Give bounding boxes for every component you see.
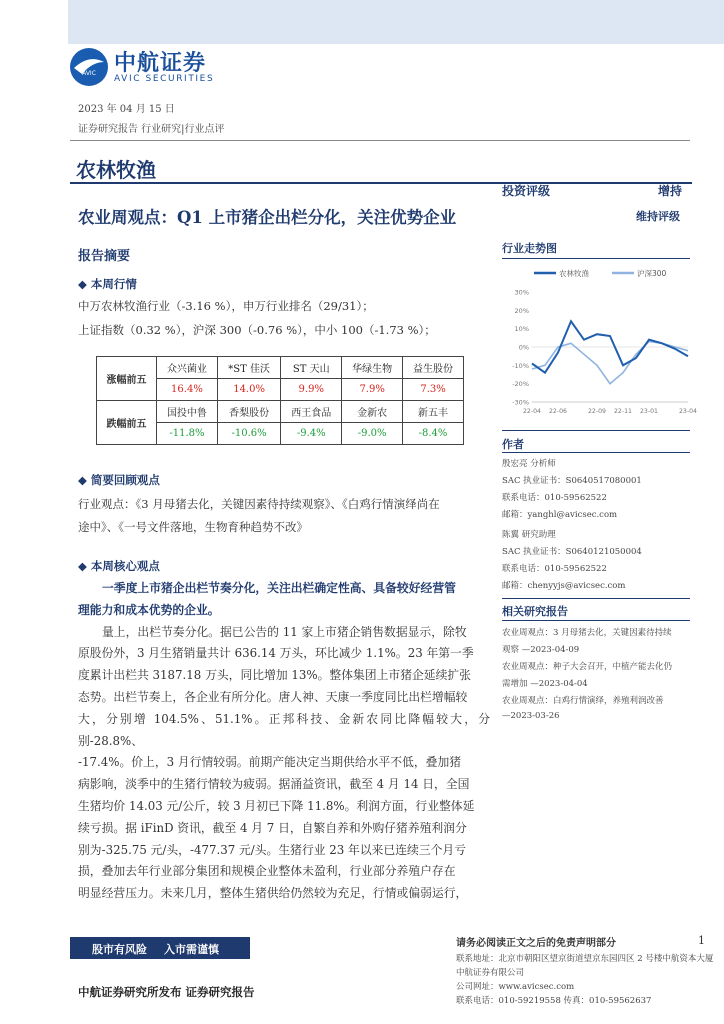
related-report-date: 观察 —2023-04-09: [502, 645, 580, 655]
core-view-line: 大，分别增 104.5%、51.1%。正邦科技、金新农同比降幅较大，分别-28.8%、: [78, 711, 490, 748]
company-logo: [66, 46, 246, 92]
stock-name: ST 天山: [281, 357, 342, 379]
stock-change: -9.4%: [281, 423, 342, 445]
row-label-losers: 跌幅前五: [97, 401, 157, 445]
header-stripe: [68, 0, 724, 44]
x-tick-label: 23-04: [679, 408, 697, 415]
divider: [502, 452, 690, 453]
sector-title: 农林牧渔: [76, 158, 156, 182]
author-line[interactable]: 邮箱：chenyyjs@avicsec.com: [502, 581, 626, 591]
stock-change: -10.6%: [217, 423, 280, 445]
core-view-line: 别为-325.75 元/头，-477.37 元/头。生猪行业 23 年以来已连续三个月亏: [78, 842, 467, 857]
author-line: 联系电话：010-59562522: [502, 564, 607, 574]
section-heading-core-views: ◆ 本周核心观点: [78, 559, 160, 573]
rating-sub: 维持评级: [636, 210, 680, 223]
row-label-gainers: 涨幅前五: [97, 357, 157, 401]
author-line: SAC 执业证书：S0640517080001: [502, 476, 642, 486]
market-line: 中万农林牧渔行业（-3.16 %），申万行业排名（29/31）；: [78, 299, 374, 313]
stock-change: -9.0%: [342, 423, 403, 445]
stock-change: 9.9%: [281, 379, 342, 401]
author-line: 联系电话：010-59562522: [502, 493, 607, 503]
summary-heading: 报告摘要: [78, 249, 131, 264]
table-row: [97, 357, 464, 379]
report-type: 证券研究报告 行业研究|行业点评: [78, 124, 225, 135]
x-tick-label: 22-04: [523, 408, 541, 415]
disclaimer-note: 请务必阅读正文之后的免责声明部分: [456, 938, 616, 949]
related-report-link[interactable]: 农业周观点：种子大会召开，中植产能去化仍: [502, 662, 673, 672]
core-view-line: 原股份外，3 月生猪销量共计 636.14 万头，环比减少 1.1%。23 年第一季: [78, 646, 474, 661]
table-row: [97, 401, 464, 423]
divider: [502, 598, 690, 599]
y-tick-label: 0%: [518, 343, 529, 352]
y-tick-label: -20%: [512, 380, 529, 389]
stock-name: 益生股份: [403, 357, 464, 379]
divider: [502, 258, 690, 259]
x-tick-label: 22-09: [588, 408, 606, 415]
core-view-line: -17.4%。价上，3 月行情较弱。前期产能决定当期供给水平不低，叠加猪: [78, 755, 462, 770]
review-line: 途中》、《一号文件落地，生物育种趋势不改》: [78, 520, 308, 534]
core-view-line: 一季度上市猪企出栏节奏分化，关注出栏确定性高、具备较好经营管: [102, 581, 456, 595]
y-tick-label: 30%: [514, 288, 529, 297]
stock-change: 14.0%: [217, 379, 280, 401]
core-view-line: 损，叠加去年行业部分集团和规模企业整体未盈利，行业部分养殖户存在: [78, 864, 456, 879]
review-line: 行业观点：《3 月母猪去化，关键因素待持续观察》、《白鸡行情演绎尚在: [78, 497, 440, 511]
x-tick-label: 22-06: [549, 408, 567, 415]
divider: [502, 430, 690, 431]
contact-phone: 联系电话：010-59219558 传真：010-59562637: [456, 996, 652, 1006]
divider-blue: [70, 182, 692, 184]
series-line: [532, 342, 688, 384]
related-report-link[interactable]: 农业周观点：白鸡行情演绎，养殖利润改善: [502, 696, 664, 706]
legend-label: 沪深300: [637, 269, 667, 278]
core-view-paragraph: [78, 578, 490, 905]
y-tick-label: 10%: [514, 325, 529, 334]
stock-change: 7.3%: [403, 379, 464, 401]
risk-warning-left: 股市有风险: [92, 943, 147, 956]
related-heading: 相关研究报告: [502, 605, 568, 618]
stock-name: 新五丰: [403, 401, 464, 423]
core-view-line: 量上，出栏节奏分化。据已公告的 11 家上市猪企销售数据显示，除牧: [102, 624, 467, 639]
report-title: 农业周观点：Q1 上市猪企出栏分化，关注优势企业: [78, 208, 457, 227]
stock-name: 众兴菌业: [157, 357, 218, 379]
related-report-date: —2023-03-26: [502, 711, 560, 721]
stock-change: -8.4%: [403, 423, 464, 445]
core-view-line: 态势。出栏节奏上，各企业有所分化。唐人神、天康一季度同比出栏增幅较: [78, 689, 468, 704]
trend-chart-svg: [502, 264, 697, 420]
author-line: SAC 执业证书：S0640121050004: [502, 547, 642, 557]
section-heading-review: ◆ 简要回顾观点: [78, 473, 160, 487]
legend-label: 农林牧渔: [559, 269, 589, 278]
core-view-line: 病影响，淡季中的生猪行情较为疲弱。据涌益资讯，截至 4 月 14 日，全国: [78, 777, 470, 792]
market-movers-table: [96, 356, 464, 445]
risk-warning-right: 入市需谨慎: [164, 943, 219, 956]
author-line[interactable]: 邮箱：yanghl@avicsec.com: [502, 510, 618, 520]
stock-name: 华绿生物: [342, 357, 403, 379]
company-website[interactable]: 公司网址：www.avicsec.com: [456, 982, 575, 992]
contact-address: 联系地址：北京市朝阳区望京街道望京东园四区 2 号楼中航资本大厦: [456, 954, 714, 964]
page-number: 1: [698, 934, 705, 947]
core-view-line: 续亏损。据 iFinD 资讯，截至 4 月 7 日，自繁自养和外购仔猪养殖利润分: [78, 820, 467, 835]
core-view-line: 理能力和成本优势的企业。: [78, 602, 220, 617]
industry-trend-chart: [502, 264, 697, 420]
svg-text:AVIC: AVIC: [82, 70, 96, 77]
stock-change: 7.9%: [342, 379, 403, 401]
y-tick-label: 20%: [514, 306, 529, 315]
x-tick-label: 23-01: [640, 408, 658, 415]
x-tick-label: 22-11: [614, 408, 632, 415]
y-tick-label: -10%: [512, 361, 529, 370]
chart-heading: 行业走势图: [502, 242, 557, 255]
contact-company: 中航证券有限公司: [456, 968, 525, 978]
market-line: 上证指数（0.32 %），沪深 300（-0.76 %），中小 100（-1.73 %）；: [78, 323, 436, 337]
divider: [502, 620, 690, 621]
stock-name: *ST 佳沃: [217, 357, 280, 379]
authors-heading: 作者: [502, 438, 524, 451]
logo-english-text: AVIC SECURITIES: [114, 74, 215, 84]
core-view-line: 明显经营压力。未来几月，整体生猪供给仍然较为充足，行情或偏弱运行，: [78, 886, 468, 901]
avic-logo-icon: [70, 48, 108, 86]
stock-name: 西王食品: [281, 401, 342, 423]
diamond-bullet-icon: ◆: [78, 473, 87, 487]
y-tick-label: -30%: [512, 398, 529, 407]
rating-value: 增持: [658, 184, 683, 198]
author-line: 殷宏亮 分析师: [502, 459, 556, 469]
diamond-bullet-icon: ◆: [78, 277, 87, 291]
rating-label: 投资评级: [502, 184, 551, 198]
stock-change: 16.4%: [157, 379, 218, 401]
core-view-line: 度累计出栏共 3187.18 万头，同比增加 13%。整体集团上市猪企延续扩张: [78, 668, 471, 683]
related-report-link[interactable]: 农业周观点：3 月母猪去化，关键因素待持续: [502, 628, 672, 638]
report-date: 2023 年 04 月 15 日: [78, 104, 175, 115]
stock-name: 金新农: [342, 401, 403, 423]
diamond-bullet-icon: ◆: [78, 559, 87, 573]
stock-name: 国投中鲁: [157, 401, 218, 423]
author-line: 陈翼 研究助理: [502, 530, 556, 540]
stock-change: -11.8%: [157, 423, 218, 445]
related-report-date: 需增加 —2023-04-04: [502, 679, 588, 689]
risk-warning-bar: [70, 937, 250, 959]
divider: [70, 140, 690, 141]
stock-name: 香梨股份: [217, 401, 280, 423]
logo-chinese-text: 中航证券: [114, 51, 207, 76]
publisher-line: 中航证券研究所发布 证券研究报告: [78, 985, 255, 999]
core-view-line: 生猪均价 14.03 元/公斤，较 3 月初已下降 11.8%。利润方面，行业整体延: [78, 798, 475, 813]
section-heading-weekly-market: ◆ 本周行情: [78, 277, 137, 291]
